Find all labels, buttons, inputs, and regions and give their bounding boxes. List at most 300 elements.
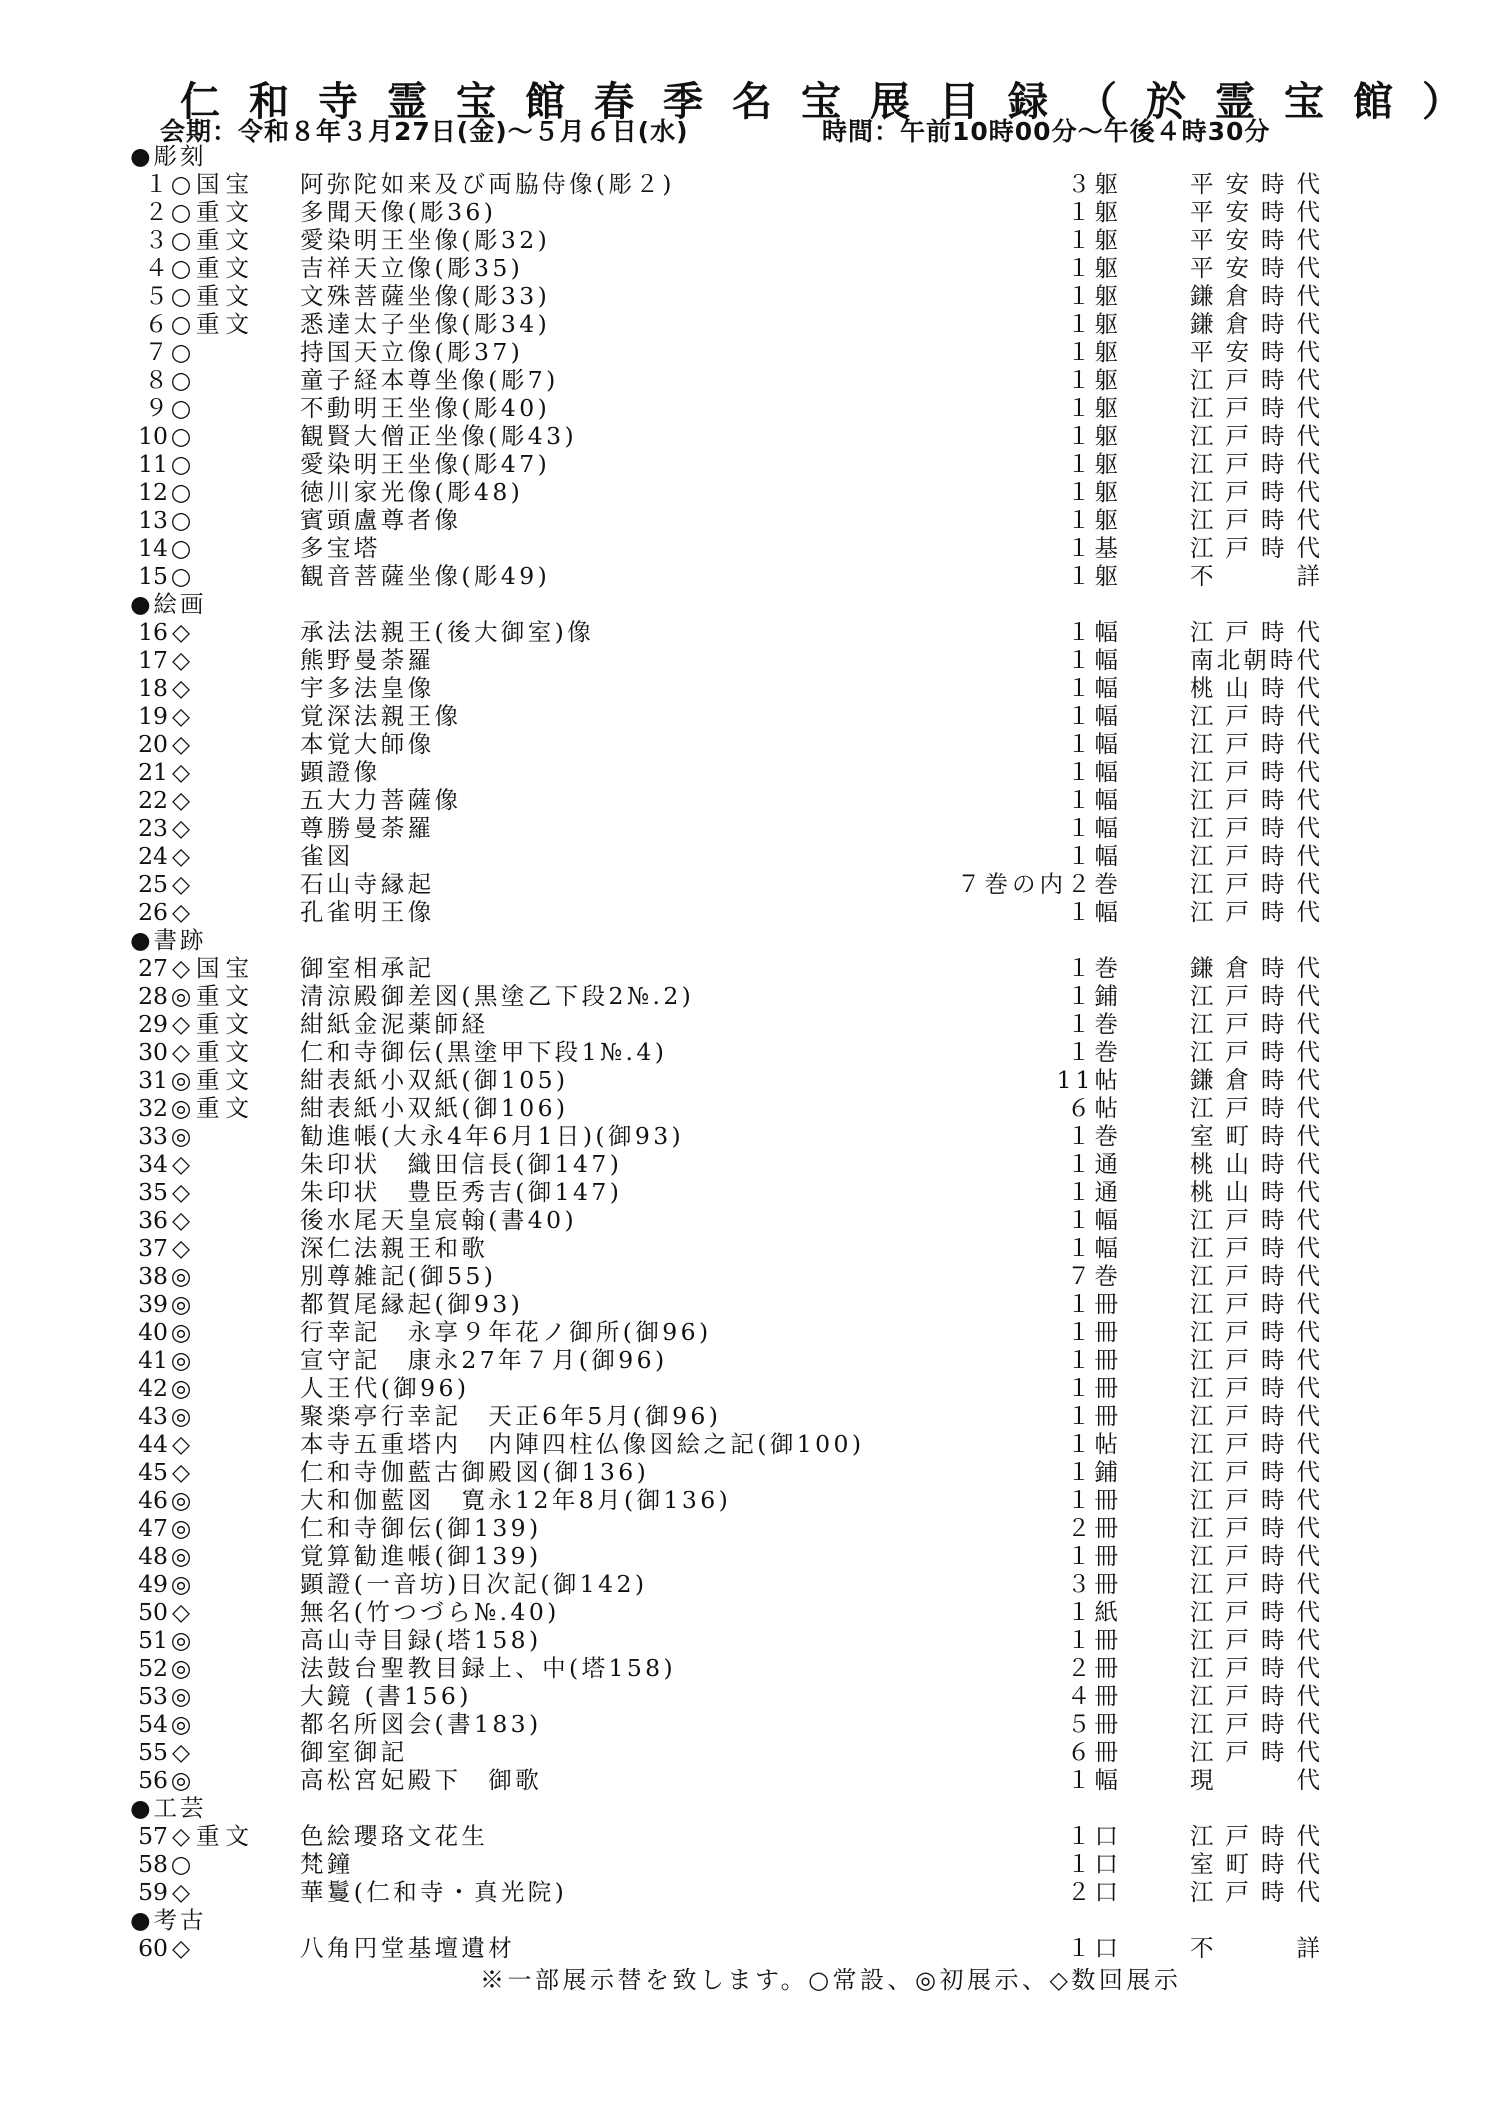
item-era: 桃山時代 bbox=[1190, 1178, 1320, 1206]
item-quantity: １幅 bbox=[1067, 814, 1122, 842]
category-name: ●絵画 bbox=[130, 590, 207, 618]
catalog-item-row bbox=[0, 1514, 1500, 1542]
catalog-item-row bbox=[0, 198, 1500, 226]
item-title: 法鼓台聖教目録上、中(塔158) bbox=[300, 1654, 677, 1682]
catalog-item-row bbox=[0, 758, 1500, 786]
item-era: 平安時代 bbox=[1190, 254, 1320, 282]
item-number: ７ bbox=[144, 338, 168, 366]
item-era: 江戸時代 bbox=[1190, 786, 1320, 814]
item-number: 20 bbox=[138, 730, 168, 758]
catalog-item-row bbox=[0, 254, 1500, 282]
display-status-mark: ◇ bbox=[171, 1150, 191, 1178]
item-title: 観賢大僧正坐像(彫43) bbox=[300, 422, 578, 450]
item-era: 江戸時代 bbox=[1190, 1346, 1320, 1374]
display-status-mark: ○ bbox=[170, 450, 192, 478]
catalog-item-row bbox=[0, 1738, 1500, 1766]
item-title: 都賀尾縁起(御93) bbox=[300, 1290, 524, 1318]
item-quantity: １幅 bbox=[1067, 730, 1122, 758]
item-number: 55 bbox=[138, 1738, 168, 1766]
item-number: 34 bbox=[138, 1150, 168, 1178]
item-era: 江戸時代 bbox=[1190, 1430, 1320, 1458]
item-quantity: １冊 bbox=[1067, 1486, 1122, 1514]
display-status-mark: ◎ bbox=[170, 1290, 192, 1318]
item-title: 大和伽藍図 寛永12年8月(御136) bbox=[300, 1486, 732, 1514]
category-heading bbox=[0, 1906, 1500, 1934]
catalog-item-row bbox=[0, 1290, 1500, 1318]
display-status-mark: ◇ bbox=[171, 1038, 191, 1066]
item-title: 石山寺縁起 bbox=[300, 870, 435, 898]
display-status-mark: ◎ bbox=[170, 1682, 192, 1710]
catalog-item-row bbox=[0, 1206, 1500, 1234]
item-number: 24 bbox=[138, 842, 168, 870]
item-title: 華鬘(仁和寺・真光院) bbox=[300, 1878, 568, 1906]
item-title: 覚深法親王像 bbox=[300, 702, 462, 730]
display-status-mark: ○ bbox=[170, 366, 192, 394]
catalog-item-row bbox=[0, 1710, 1500, 1738]
item-number: 52 bbox=[138, 1654, 168, 1682]
item-number: 28 bbox=[138, 982, 168, 1010]
item-title: 行幸記 永享９年花ノ御所(御96) bbox=[300, 1318, 712, 1346]
item-quantity: ７巻 bbox=[1067, 1262, 1122, 1290]
display-status-mark: ◎ bbox=[170, 1486, 192, 1514]
display-status-mark: ○ bbox=[170, 254, 192, 282]
designation: 重文 bbox=[196, 198, 255, 226]
item-number: 22 bbox=[138, 786, 168, 814]
item-era: 江戸時代 bbox=[1190, 1682, 1320, 1710]
item-era: 江戸時代 bbox=[1190, 1402, 1320, 1430]
item-number: 31 bbox=[138, 1066, 168, 1094]
item-number: 45 bbox=[138, 1458, 168, 1486]
display-status-mark: ○ bbox=[170, 198, 192, 226]
catalog-item-row bbox=[0, 422, 1500, 450]
item-era: 江戸時代 bbox=[1190, 394, 1320, 422]
catalog-item-row bbox=[0, 1626, 1500, 1654]
item-title: 紺表紙小双紙(御106) bbox=[300, 1094, 569, 1122]
item-era: 江戸時代 bbox=[1190, 1598, 1320, 1626]
item-title: 孔雀明王像 bbox=[300, 898, 435, 926]
catalog-item-row bbox=[0, 618, 1500, 646]
display-status-mark: ◎ bbox=[170, 1262, 192, 1290]
item-number: 38 bbox=[138, 1262, 168, 1290]
item-quantity: １冊 bbox=[1067, 1318, 1122, 1346]
item-title: 後水尾天皇宸翰(書40) bbox=[300, 1206, 578, 1234]
catalog-item-row bbox=[0, 814, 1500, 842]
item-title: 紺紙金泥薬師経 bbox=[300, 1010, 489, 1038]
item-number: 19 bbox=[138, 702, 168, 730]
item-era: 現代 bbox=[1190, 1766, 1320, 1794]
catalog-item-row bbox=[0, 1542, 1500, 1570]
item-number: 57 bbox=[138, 1822, 168, 1850]
catalog-item-row bbox=[0, 562, 1500, 590]
display-status-mark: ◎ bbox=[170, 1626, 192, 1654]
item-quantity: １躯 bbox=[1067, 506, 1122, 534]
category-name: ●書跡 bbox=[130, 926, 207, 954]
display-status-mark: ◎ bbox=[170, 1346, 192, 1374]
item-number: 14 bbox=[138, 534, 168, 562]
display-status-mark: ◇ bbox=[171, 1430, 191, 1458]
item-era: 江戸時代 bbox=[1190, 1010, 1320, 1038]
item-quantity: １幅 bbox=[1067, 786, 1122, 814]
item-title: 本寺五重塔内 内陣四柱仏像図絵之記(御100) bbox=[300, 1430, 865, 1458]
item-number: 32 bbox=[138, 1094, 168, 1122]
item-number: 47 bbox=[138, 1514, 168, 1542]
item-quantity: １口 bbox=[1067, 1850, 1122, 1878]
display-status-mark: ○ bbox=[170, 534, 192, 562]
item-quantity: １帖 bbox=[1067, 1430, 1122, 1458]
display-status-mark: ◇ bbox=[171, 1878, 191, 1906]
item-title: 多宝塔 bbox=[300, 534, 381, 562]
item-era: 江戸時代 bbox=[1190, 1038, 1320, 1066]
item-title: 宇多法皇像 bbox=[300, 674, 435, 702]
item-era: 江戸時代 bbox=[1190, 702, 1320, 730]
display-status-mark: ○ bbox=[170, 562, 192, 590]
item-era: 平安時代 bbox=[1190, 338, 1320, 366]
item-quantity: １冊 bbox=[1067, 1374, 1122, 1402]
catalog-item-row bbox=[0, 898, 1500, 926]
item-era: 江戸時代 bbox=[1190, 1094, 1320, 1122]
catalog-list bbox=[0, 142, 1500, 1962]
item-quantity: １躯 bbox=[1067, 226, 1122, 254]
catalog-item-row bbox=[0, 1486, 1500, 1514]
item-quantity: １紙 bbox=[1067, 1598, 1122, 1626]
item-quantity: ２口 bbox=[1067, 1878, 1122, 1906]
designation: 重文 bbox=[196, 1010, 255, 1038]
item-title: 仁和寺伽藍古御殿図(御136) bbox=[300, 1458, 650, 1486]
display-status-mark: ○ bbox=[170, 1850, 192, 1878]
item-title: 高松宮妃殿下 御歌 bbox=[300, 1766, 543, 1794]
item-quantity: １躯 bbox=[1067, 198, 1122, 226]
item-title: 阿弥陀如来及び両脇侍像(彫２) bbox=[300, 170, 675, 198]
item-era: 南北朝時代 bbox=[1190, 646, 1320, 674]
catalog-item-row bbox=[0, 282, 1500, 310]
display-status-mark: ◇ bbox=[171, 1822, 191, 1850]
item-era: 江戸時代 bbox=[1190, 1542, 1320, 1570]
item-era: 江戸時代 bbox=[1190, 1878, 1320, 1906]
display-status-mark: ◇ bbox=[171, 870, 191, 898]
item-number: 41 bbox=[138, 1346, 168, 1374]
catalog-item-row bbox=[0, 338, 1500, 366]
catalog-item-row bbox=[0, 1010, 1500, 1038]
item-number: 27 bbox=[138, 954, 168, 982]
item-title: 仁和寺御伝(黒塗甲下段1№.4) bbox=[300, 1038, 668, 1066]
item-quantity: ６冊 bbox=[1067, 1738, 1122, 1766]
item-number: 18 bbox=[138, 674, 168, 702]
item-era: 江戸時代 bbox=[1190, 1206, 1320, 1234]
item-title: 熊野曼荼羅 bbox=[300, 646, 435, 674]
item-number: 49 bbox=[138, 1570, 168, 1598]
item-number: 30 bbox=[138, 1038, 168, 1066]
display-status-mark: ◇ bbox=[171, 758, 191, 786]
catalog-item-row bbox=[0, 1346, 1500, 1374]
item-number: 42 bbox=[138, 1374, 168, 1402]
item-quantity: ５冊 bbox=[1067, 1710, 1122, 1738]
display-status-mark: ◇ bbox=[171, 646, 191, 674]
item-quantity: １躯 bbox=[1067, 450, 1122, 478]
item-quantity: １幅 bbox=[1067, 674, 1122, 702]
item-quantity: ２冊 bbox=[1067, 1654, 1122, 1682]
item-era: 室町時代 bbox=[1190, 1850, 1320, 1878]
item-title: 高山寺目録(塔158) bbox=[300, 1626, 542, 1654]
item-title: 宣守記 康永27年７月(御96) bbox=[300, 1346, 668, 1374]
item-number: 58 bbox=[138, 1850, 168, 1878]
catalog-item-row bbox=[0, 1458, 1500, 1486]
item-era: 平安時代 bbox=[1190, 226, 1320, 254]
item-quantity: １躯 bbox=[1067, 394, 1122, 422]
item-title: 承法法親王(後大御室)像 bbox=[300, 618, 595, 646]
page-title: 仁和寺霊宝館春季名宝展目録（於霊宝館） bbox=[180, 79, 1491, 125]
opening-hours: 時間：午前10時00分～午後４時30分 bbox=[822, 117, 1271, 146]
item-quantity: １巻 bbox=[1067, 1010, 1122, 1038]
catalog-item-row bbox=[0, 1570, 1500, 1598]
item-number: 25 bbox=[138, 870, 168, 898]
item-number: ８ bbox=[144, 366, 168, 394]
display-status-mark: ◇ bbox=[171, 814, 191, 842]
item-era: 江戸時代 bbox=[1190, 618, 1320, 646]
catalog-item-row bbox=[0, 1374, 1500, 1402]
catalog-item-row bbox=[0, 450, 1500, 478]
item-title: 多聞天像(彫36) bbox=[300, 198, 497, 226]
item-number: 50 bbox=[138, 1598, 168, 1626]
catalog-item-row bbox=[0, 1430, 1500, 1458]
item-quantity: １幅 bbox=[1067, 1766, 1122, 1794]
catalog-item-row bbox=[0, 226, 1500, 254]
category-heading bbox=[0, 1794, 1500, 1822]
item-title: 仁和寺御伝(御139) bbox=[300, 1514, 542, 1542]
item-era: 江戸時代 bbox=[1190, 758, 1320, 786]
item-era: 江戸時代 bbox=[1190, 898, 1320, 926]
catalog-item-row bbox=[0, 506, 1500, 534]
item-title: 悉達太子坐像(彫34) bbox=[300, 310, 551, 338]
item-number: ６ bbox=[144, 310, 168, 338]
item-number: ４ bbox=[144, 254, 168, 282]
item-title: 童子経本尊坐像(彫7) bbox=[300, 366, 559, 394]
item-quantity: １躯 bbox=[1067, 422, 1122, 450]
item-era: 室町時代 bbox=[1190, 1122, 1320, 1150]
display-status-mark: ◇ bbox=[171, 702, 191, 730]
item-number: ５ bbox=[144, 282, 168, 310]
catalog-item-row bbox=[0, 702, 1500, 730]
catalog-item-row bbox=[0, 1094, 1500, 1122]
catalog-item-row bbox=[0, 534, 1500, 562]
item-era: 江戸時代 bbox=[1190, 422, 1320, 450]
catalog-item-row bbox=[0, 1038, 1500, 1066]
catalog-item-row bbox=[0, 786, 1500, 814]
item-title: 愛染明王坐像(彫47) bbox=[300, 450, 551, 478]
item-title: 文殊菩薩坐像(彫33) bbox=[300, 282, 551, 310]
item-quantity: １鋪 bbox=[1067, 982, 1122, 1010]
item-title: 無名(竹つづら№.40) bbox=[300, 1598, 560, 1626]
item-number: 35 bbox=[138, 1178, 168, 1206]
catalog-item-row bbox=[0, 1682, 1500, 1710]
item-number: 43 bbox=[138, 1402, 168, 1430]
item-quantity: ３冊 bbox=[1067, 1570, 1122, 1598]
item-title: 顕證像 bbox=[300, 758, 381, 786]
exhibition-period: 会期：令和８年３月27日(金)～５月６日(水) bbox=[160, 117, 689, 146]
item-number: 12 bbox=[138, 478, 168, 506]
item-quantity: １躯 bbox=[1067, 478, 1122, 506]
item-era: 江戸時代 bbox=[1190, 1654, 1320, 1682]
item-quantity: １躯 bbox=[1067, 254, 1122, 282]
catalog-item-row bbox=[0, 982, 1500, 1010]
display-status-mark: ◇ bbox=[171, 618, 191, 646]
item-number: 51 bbox=[138, 1626, 168, 1654]
item-number: 39 bbox=[138, 1290, 168, 1318]
display-status-mark: ◇ bbox=[171, 1234, 191, 1262]
item-title: 紺表紙小双紙(御105) bbox=[300, 1066, 569, 1094]
item-number: 10 bbox=[138, 422, 168, 450]
item-number: 16 bbox=[138, 618, 168, 646]
item-era: 江戸時代 bbox=[1190, 506, 1320, 534]
display-status-mark: ◎ bbox=[170, 1654, 192, 1682]
item-title: 色絵瓔珞文花生 bbox=[300, 1822, 489, 1850]
item-title: 都名所図会(書183) bbox=[300, 1710, 542, 1738]
item-quantity: １幅 bbox=[1067, 618, 1122, 646]
item-quantity: １幅 bbox=[1067, 702, 1122, 730]
catalog-item-row bbox=[0, 1598, 1500, 1626]
item-era: 鎌倉時代 bbox=[1190, 1066, 1320, 1094]
item-number: 44 bbox=[138, 1430, 168, 1458]
item-era: 江戸時代 bbox=[1190, 1458, 1320, 1486]
catalog-item-row bbox=[0, 1178, 1500, 1206]
item-quantity: １冊 bbox=[1067, 1542, 1122, 1570]
designation: 重文 bbox=[196, 282, 255, 310]
catalog-item-row bbox=[0, 1934, 1500, 1962]
item-quantity: １口 bbox=[1067, 1934, 1122, 1962]
item-quantity: ２冊 bbox=[1067, 1514, 1122, 1542]
catalog-item-row bbox=[0, 478, 1500, 506]
item-number: 53 bbox=[138, 1682, 168, 1710]
item-title: 雀図 bbox=[300, 842, 354, 870]
item-era: 江戸時代 bbox=[1190, 1318, 1320, 1346]
item-quantity: １幅 bbox=[1067, 646, 1122, 674]
item-number: 33 bbox=[138, 1122, 168, 1150]
item-quantity: 11帖 bbox=[1056, 1066, 1122, 1094]
item-era: 江戸時代 bbox=[1190, 1486, 1320, 1514]
item-era: 江戸時代 bbox=[1190, 814, 1320, 842]
designation: 重文 bbox=[196, 1038, 255, 1066]
item-title: 吉祥天立像(彫35) bbox=[300, 254, 524, 282]
item-title: 人王代(御96) bbox=[300, 1374, 470, 1402]
designation: 重文 bbox=[196, 1094, 255, 1122]
item-quantity: １冊 bbox=[1067, 1402, 1122, 1430]
display-status-mark: ◇ bbox=[171, 674, 191, 702]
catalog-item-row bbox=[0, 1822, 1500, 1850]
catalog-item-row bbox=[0, 1150, 1500, 1178]
catalog-item-row bbox=[0, 1654, 1500, 1682]
item-quantity: １冊 bbox=[1067, 1290, 1122, 1318]
display-status-mark: ○ bbox=[170, 338, 192, 366]
item-number: ２ bbox=[144, 198, 168, 226]
catalog-item-row bbox=[0, 954, 1500, 982]
display-status-mark: ○ bbox=[170, 282, 192, 310]
item-title: 徳川家光像(彫48) bbox=[300, 478, 524, 506]
designation: 重文 bbox=[196, 254, 255, 282]
display-status-mark: ○ bbox=[170, 170, 192, 198]
item-quantity: １躯 bbox=[1067, 366, 1122, 394]
item-quantity: ７巻の内２巻 bbox=[957, 870, 1122, 898]
item-quantity: １幅 bbox=[1067, 758, 1122, 786]
catalog-item-row bbox=[0, 1878, 1500, 1906]
display-status-mark: ◇ bbox=[171, 1598, 191, 1626]
item-era: 江戸時代 bbox=[1190, 730, 1320, 758]
item-number: 15 bbox=[138, 562, 168, 590]
item-title: 不動明王坐像(彫40) bbox=[300, 394, 551, 422]
item-title: 朱印状 織田信長(御147) bbox=[300, 1150, 623, 1178]
item-number: 60 bbox=[138, 1934, 168, 1962]
item-title: 聚楽亭行幸記 天正6年5月(御96) bbox=[300, 1402, 722, 1430]
item-era: 不詳 bbox=[1190, 562, 1320, 590]
item-title: 賓頭盧尊者像 bbox=[300, 506, 462, 534]
item-number: 29 bbox=[138, 1010, 168, 1038]
item-quantity: １躯 bbox=[1067, 282, 1122, 310]
display-status-mark: ◎ bbox=[170, 1570, 192, 1598]
item-quantity: １躯 bbox=[1067, 562, 1122, 590]
designation: 国宝 bbox=[196, 954, 255, 982]
item-era: 江戸時代 bbox=[1190, 982, 1320, 1010]
display-status-mark: ○ bbox=[170, 506, 192, 534]
item-title: 大鏡 (書156) bbox=[300, 1682, 472, 1710]
item-quantity: １幅 bbox=[1067, 898, 1122, 926]
display-status-mark: ○ bbox=[170, 394, 192, 422]
item-era: 江戸時代 bbox=[1190, 1262, 1320, 1290]
item-era: 江戸時代 bbox=[1190, 534, 1320, 562]
display-status-mark: ◎ bbox=[170, 1542, 192, 1570]
item-era: 鎌倉時代 bbox=[1190, 282, 1320, 310]
display-status-mark: ◎ bbox=[170, 1066, 192, 1094]
item-quantity: １躯 bbox=[1067, 310, 1122, 338]
designation: 重文 bbox=[196, 1066, 255, 1094]
category-heading bbox=[0, 590, 1500, 618]
item-era: 江戸時代 bbox=[1190, 1234, 1320, 1262]
item-quantity: １巻 bbox=[1067, 954, 1122, 982]
item-title: 尊勝曼荼羅 bbox=[300, 814, 435, 842]
display-status-mark: ◇ bbox=[171, 1010, 191, 1038]
catalog-item-row bbox=[0, 1122, 1500, 1150]
category-heading bbox=[0, 926, 1500, 954]
item-number: 11 bbox=[138, 450, 168, 478]
item-quantity: １冊 bbox=[1067, 1346, 1122, 1374]
footer-note: ※一部展示替を致します。○常設、◎初展示、◇数回展示 bbox=[480, 1966, 1182, 1994]
catalog-item-row bbox=[0, 1766, 1500, 1794]
item-number: 36 bbox=[138, 1206, 168, 1234]
catalog-item-row bbox=[0, 1262, 1500, 1290]
item-number: 59 bbox=[138, 1878, 168, 1906]
designation: 重文 bbox=[196, 226, 255, 254]
display-status-mark: ○ bbox=[170, 226, 192, 254]
item-quantity: １通 bbox=[1067, 1150, 1122, 1178]
designation: 国宝 bbox=[196, 170, 255, 198]
item-era: 江戸時代 bbox=[1190, 1626, 1320, 1654]
item-title: 八角円堂基壇遺材 bbox=[300, 1934, 516, 1962]
item-title: 勧進帳(大永4年6月1日)(御93) bbox=[300, 1122, 685, 1150]
display-status-mark: ◇ bbox=[171, 1458, 191, 1486]
item-era: 不詳 bbox=[1190, 1934, 1320, 1962]
item-title: 顕證(一音坊)日次記(御142) bbox=[300, 1570, 648, 1598]
item-number: 54 bbox=[138, 1710, 168, 1738]
item-number: 46 bbox=[138, 1486, 168, 1514]
catalog-item-row bbox=[0, 730, 1500, 758]
item-era: 江戸時代 bbox=[1190, 1570, 1320, 1598]
item-number: 21 bbox=[138, 758, 168, 786]
item-number: 37 bbox=[138, 1234, 168, 1262]
display-status-mark: ◇ bbox=[171, 1934, 191, 1962]
catalog-item-row bbox=[0, 1850, 1500, 1878]
item-title: 御室相承記 bbox=[300, 954, 435, 982]
item-era: 江戸時代 bbox=[1190, 1290, 1320, 1318]
catalog-item-row bbox=[0, 366, 1500, 394]
catalog-item-row bbox=[0, 674, 1500, 702]
item-quantity: ６帖 bbox=[1067, 1094, 1122, 1122]
